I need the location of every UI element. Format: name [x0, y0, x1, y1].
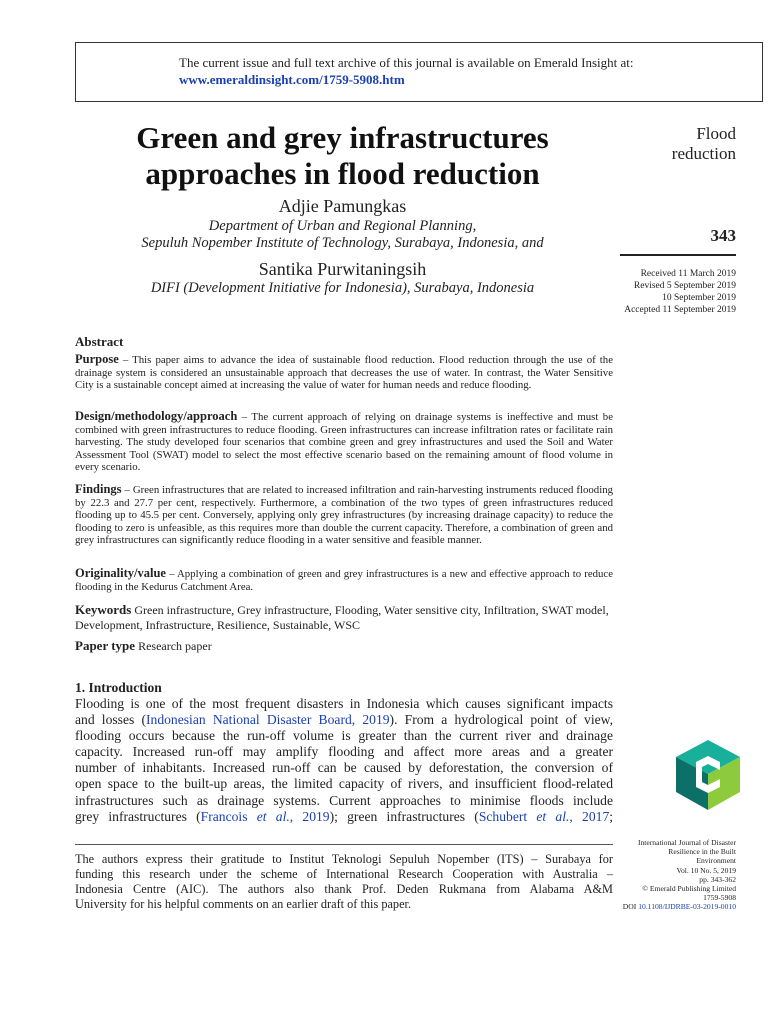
- journal-info-line-6: © Emerald Publishing Limited: [642, 884, 736, 894]
- intro-line-7: infrastructures such as drainage systems. Current approaches to minimise floods include: [75, 792, 613, 808]
- journal-info-line-4: Vol. 10 No. 5, 2019: [676, 865, 736, 875]
- journal-info-line-5: pp. 343-362: [699, 874, 736, 884]
- journal-info-line-1: International Journal of Disaster: [637, 838, 736, 847]
- author-2: Santika Purwitaningsih: [258, 259, 427, 279]
- keywords: [75, 602, 615, 633]
- doi-link[interactable]: 10.1108/IJDRBE-03-2019-0010: [638, 902, 736, 912]
- citation-indonesian-disaster-board[interactable]: Indonesian National Disaster Board, 2019: [146, 712, 390, 728]
- notice-text: The current issue and full text archive of this journal is available on Emerald Insight at:: [179, 55, 634, 70]
- running-title: [672, 124, 736, 164]
- originality-label: Originality/value: [75, 566, 166, 580]
- design-text: – The current approach of relying on drainage systems is ineffective and must be combined with green infrastructures to reduce flooding. Green infrastructures can increase infiltration rates or facilitate rain harvesting. The study developed four scenarios that combine green and grey infrastructures and used the Soil and Water Assessment Tool (SWAT) model to select the most effective scenario based on the remaining amount of flood volume in every scenario.: [75, 411, 613, 473]
- journal-info-line-2: Resilience in the Built: [668, 847, 736, 857]
- paper-type-label: Paper type: [75, 638, 136, 653]
- title-line-2: approaches in flood reduction: [145, 156, 540, 191]
- journal-notice-box: [75, 42, 763, 102]
- introduction-body: [75, 696, 613, 825]
- citation-francois[interactable]: Francois et al., 2019: [200, 808, 330, 824]
- intro-line-3: flooding occurs because the run-off volume is greater than the current river and drainage: [75, 728, 613, 744]
- intro-line-2: and losses (Indonesian National Disaster Board, 2019). From a hydrological point of view,: [75, 712, 613, 728]
- abstract-purpose: [75, 353, 613, 392]
- design-label: Design/methodology/approach: [75, 409, 238, 423]
- abstract-design: [75, 410, 613, 474]
- submission-dates: [624, 268, 736, 316]
- footnote-rule: [75, 844, 613, 845]
- intro-line-4: capacity. Increased run-off may amplify flooding and affect more areas and a greater: [75, 744, 613, 760]
- author-1: Adjie Pamungkas: [278, 196, 407, 216]
- footnote-line-4: University for his helpful comments on an earlier draft of this paper.: [75, 897, 412, 911]
- journal-info: [606, 838, 736, 912]
- doi-line: DOI 10.1108/IJDRBE-03-2019-0010: [622, 902, 736, 912]
- paper-type-text: Research paper: [135, 639, 212, 653]
- date-accepted: Accepted 11 September 2019: [624, 305, 736, 315]
- purpose-label: Purpose: [75, 352, 119, 366]
- footnote-line-3: Indonesia Centre (AIC). The authors also thank Prof. Deden Rukmana from Alabama A&M: [75, 882, 613, 896]
- date-revised-1: Revised 5 September 2019: [633, 281, 736, 291]
- journal-info-line-7: 1759-5908: [703, 893, 736, 903]
- page-number-rule: [620, 254, 736, 256]
- title-line-1: Green and grey infrastructures: [136, 120, 549, 155]
- purpose-text: – This paper aims to advance the idea of sustainable flood reduction. Flood reduction through the use of the drainage system is considered an unsustainable approach that decreases the use of water. In contrast, the Water Sensitive City is a sustainable concept aimed at increasing the value of water for human needs and reduce flooding.: [75, 354, 613, 391]
- findings-label: Findings: [75, 482, 122, 496]
- keywords-text: Green infrastructure, Grey infrastructure, Flooding, Water sensitive city, Infiltration, SWAT model, Development, Infrastructure, Resilience, Sustainable, WSC: [75, 603, 609, 632]
- intro-line-5: number of inhabitants. Increased run-off can be caused by deforestation, the conversion of: [75, 760, 613, 776]
- page-number: 343: [710, 226, 736, 245]
- running-title-line-1: Flood: [696, 124, 736, 143]
- abstract-originality: [75, 567, 613, 593]
- paper-type: [75, 638, 615, 654]
- acknowledgement-footnote: [75, 852, 613, 912]
- intro-line-6: open space to the built-up areas, the limited capacity of rivers, and insufficient flood-related: [75, 776, 613, 792]
- footnote-line-2: funding this research under the scheme of International Research Cooperation with Australia –: [75, 867, 613, 881]
- emerald-logo-icon: [676, 740, 740, 810]
- introduction-heading: 1. Introduction: [75, 680, 162, 695]
- running-title-line-2: reduction: [671, 144, 736, 163]
- keywords-label: Keywords: [75, 602, 132, 617]
- findings-text: – Green infrastructures that are related to increased infiltration and rain-harvesting instruments reduced flooding by 22.3 and 27.7 per cent, respectively. Furthermore, a combination of the two types of green infrastructures reduced flooding up to 45.5 per cent. Conversely, applying only grey infrastructures (by increasing drainage capacity) to reduce the flooding to zero is unfeasible, as this requires more than double the current capacity. Therefore, a combination of green and grey infrastructures can significantly reduce flooding in a water sensitive and feasible manner.: [75, 484, 613, 546]
- affiliation-1-line-2: Sepuluh Nopember Institute of Technology, Surabaya, Indonesia, and: [141, 235, 544, 251]
- footnote-line-1: The authors express their gratitude to Institut Teknologi Sepuluh Nopember (ITS) – Surabaya for: [75, 852, 613, 866]
- abstract-heading: Abstract: [75, 334, 124, 349]
- affiliation-2: DIFI (Development Initiative for Indonesia), Surabaya, Indonesia: [150, 280, 535, 296]
- date-received: Received 11 March 2019: [640, 269, 736, 279]
- date-revised-2: 10 September 2019: [662, 293, 736, 303]
- intro-line-8: grey infrastructures (Francois et al., 2019); green infrastructures (Schubert et al., 2017;: [75, 808, 614, 824]
- originality-text: – Applying a combination of green and grey infrastructures is a new and effective approach to reduce flooding in the Kedurus Catchment Area.: [75, 568, 613, 593]
- affiliation-1-line-1: Department of Urban and Regional Planning,: [208, 218, 477, 234]
- abstract-findings: [75, 483, 613, 547]
- journal-info-line-3: Environment: [696, 856, 736, 866]
- intro-line-1: Flooding is one of the most frequent disasters in Indonesia which causes significant impacts: [75, 696, 613, 711]
- article-title: [80, 120, 605, 192]
- citation-schubert[interactable]: Schubert et al., 2017: [478, 808, 610, 824]
- journal-url-link[interactable]: www.emeraldinsight.com/1759-5908.htm: [179, 72, 405, 87]
